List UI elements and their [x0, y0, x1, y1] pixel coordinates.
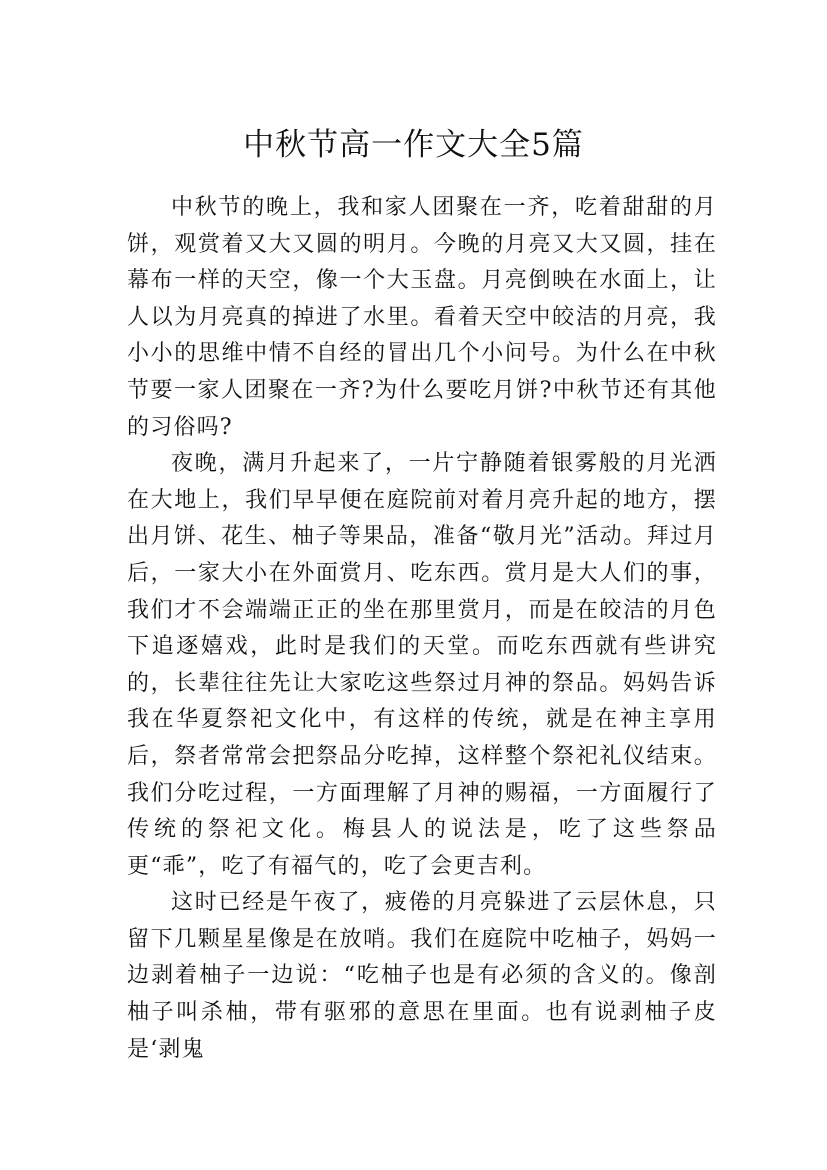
- paragraph-2: 夜晚，满月升起来了，一片宁静随着银雾般的月光洒在大地上，我们早早便在庭院前对着月亮升起的地方，摆出月饼、花生、柚子等果品，准备“敬月光”活动。拜过月后，一家大小在外面赏月、吃东西。赏月是大人们的事，我们才不会端端正正的坐在那里赏月，而是在皎洁的月色下追逐嬉戏，此时是我们的天堂。而吃东西就有些讲究的，长辈往往先让大家吃这些祭过月神的祭品。妈妈告诉我在华夏祭祀文化中，有这样的传统，就是在神主享用后，祭者常常会把祭品分吃掉，这样整个祭祀礼仪结束。我们分吃过程，一方面理解了月神的赐福，一方面履行了传统的祭祀文化。梅县人的说法是，吃了这些祭品更“乖”，吃了有福气的，吃了会更吉利。: [127, 451, 717, 879]
- document-title: 中秋节高一作文大全5篇: [243, 126, 584, 163]
- paragraph-3: 这时已经是午夜了，疲倦的月亮躲进了云层休息，只留下几颗星星像是在放哨。我们在庭院中吃柚子，妈妈一边剥着柚子一边说：“吃柚子也是有必须的含义的。像剖柚子叫杀柚，带有驱邪的意思在里面。也有说剥柚子皮是‘剥鬼: [127, 890, 717, 1062]
- document-body: [127, 190, 717, 1068]
- paragraph-1: 中秋节的晚上，我和家人团聚在一齐，吃着甜甜的月饼，观赏着又大又圆的明月。今晚的月亮又大又圆，挂在幕布一样的天空，像一个大玉盘。月亮倒映在水面上，让人以为月亮真的掉进了水里。看着天空中皎洁的月亮，我小小的思维中情不自经的冒出几个小问号。为什么在中秋节要一家人团聚在一齐?为什么要吃月饼?中秋节还有其他的习俗吗?: [127, 195, 717, 440]
